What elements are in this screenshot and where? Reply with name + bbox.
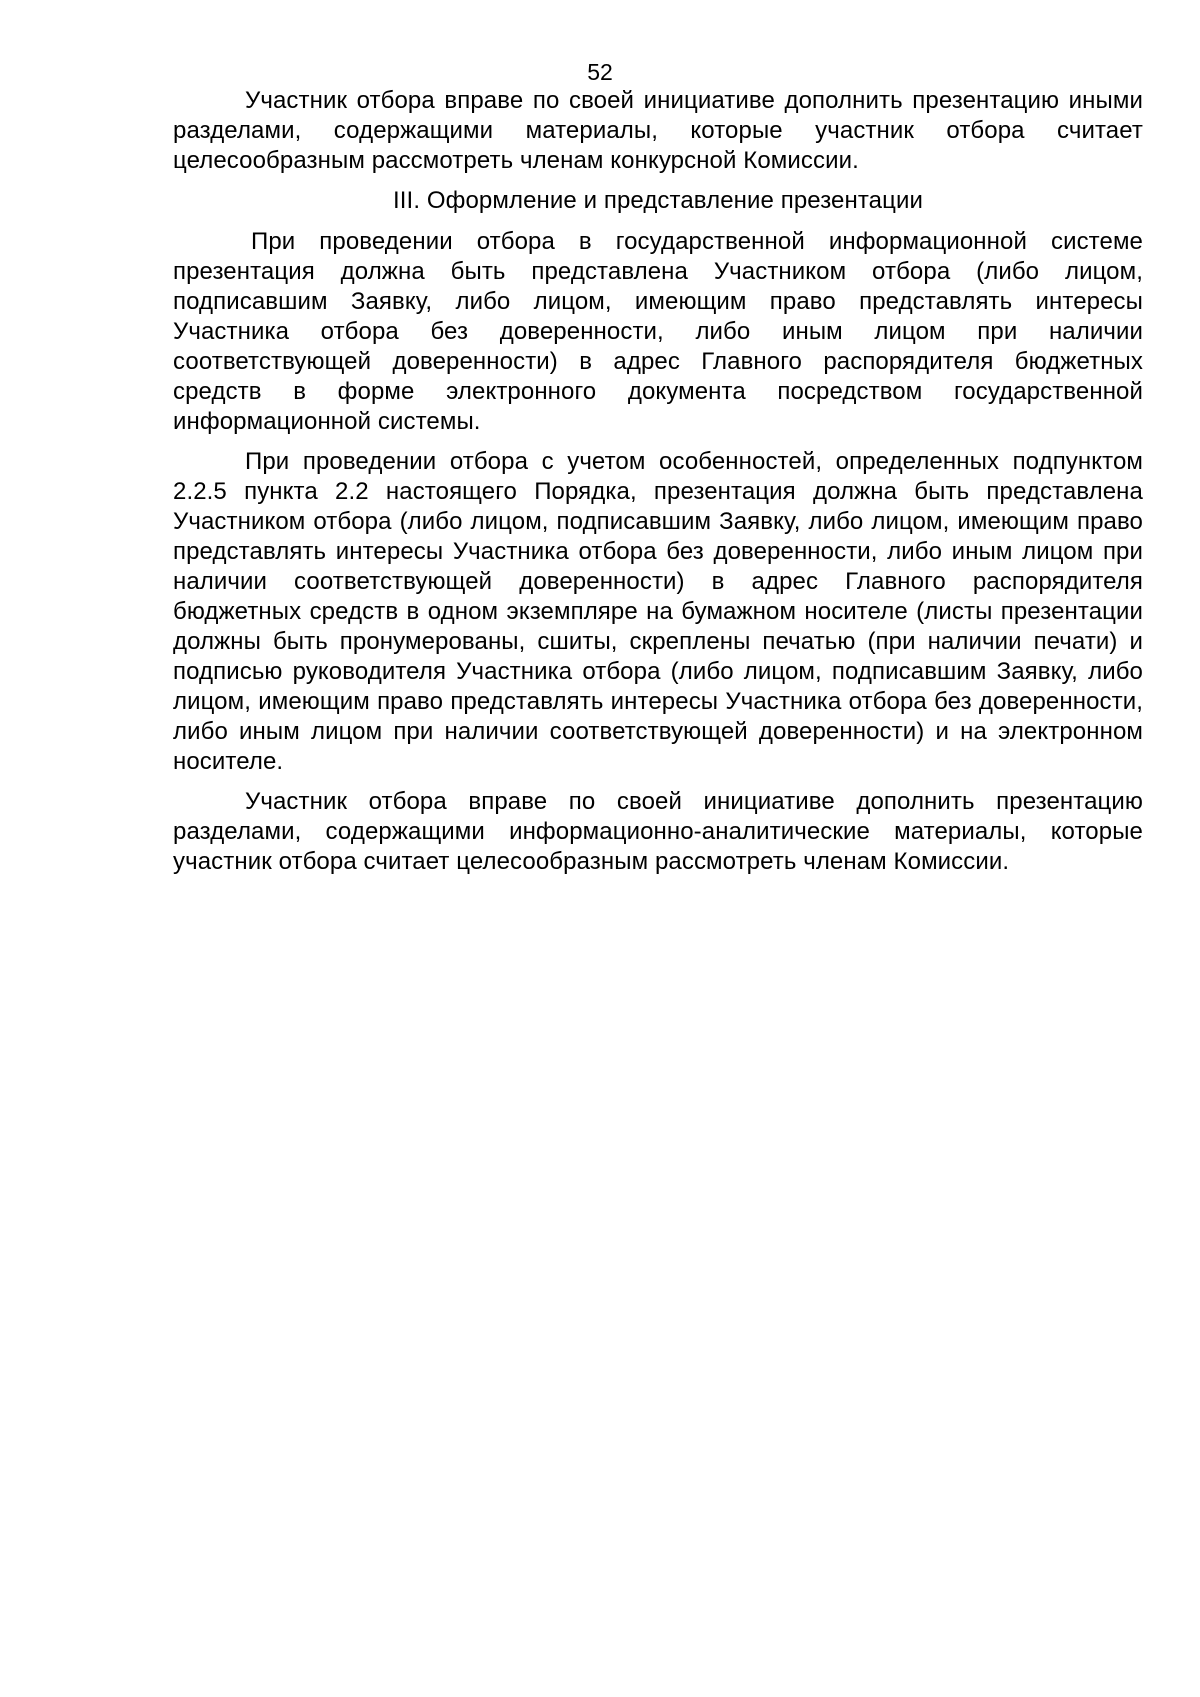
paragraph: Участник отбора вправе по своей инициативе дополнить презентацию иными разделами, содержащими материалы, которые участник отбора считает целесообразным рассмотреть членам конкурсной Комиссии. — [173, 87, 1143, 174]
paragraph: При проведении отбора с учетом особенностей, определенных подпунктом 2.2.5 пункта 2.2 настоящего Порядка, презентация должна быть представлена Участником отбора (либо лицом, подписавшим Заявку, либо лицом, имеющим право представлять интересы Участника отбора без доверенности, либо иным лицом при наличии соответствующей доверенности) в адрес Главного распорядителя бюджетных средств в одном экземпляре на бумажном носителе (листы презентации должны быть пронумерованы, сшиты, скреплены печатью (при наличии печати) и подписью руководителя Участника отбора (либо лицом, подписавшим Заявку, либо лицом, имеющим право представлять интересы Участника отбора без доверенности, либо иным лицом при наличии соответствующей доверенности) и на электронном носителе. — [173, 448, 1143, 775]
paragraph: Участник отбора вправе по своей инициативе дополнить презентацию разделами, содержащими информационно-аналитические материалы, которые участник отбора считает целесообразным рассмотреть членам Комиссии. — [173, 788, 1143, 875]
paragraph: При проведении отбора в государственной информационной системе презентация должна быть представлена Участником отбора (либо лицом, подписавшим Заявку, либо лицом, имеющим право представлять интересы Участника отбора без доверенности, либо иным лицом при наличии соответствующей доверенности) в адрес Главного распорядителя бюджетных средств в форме электронного документа посредством государственной информационной системы. — [173, 228, 1143, 435]
page-number: 52 — [587, 59, 613, 85]
section-heading: III. Оформление и представление презентации — [393, 187, 923, 214]
document-body — [173, 86, 1143, 877]
